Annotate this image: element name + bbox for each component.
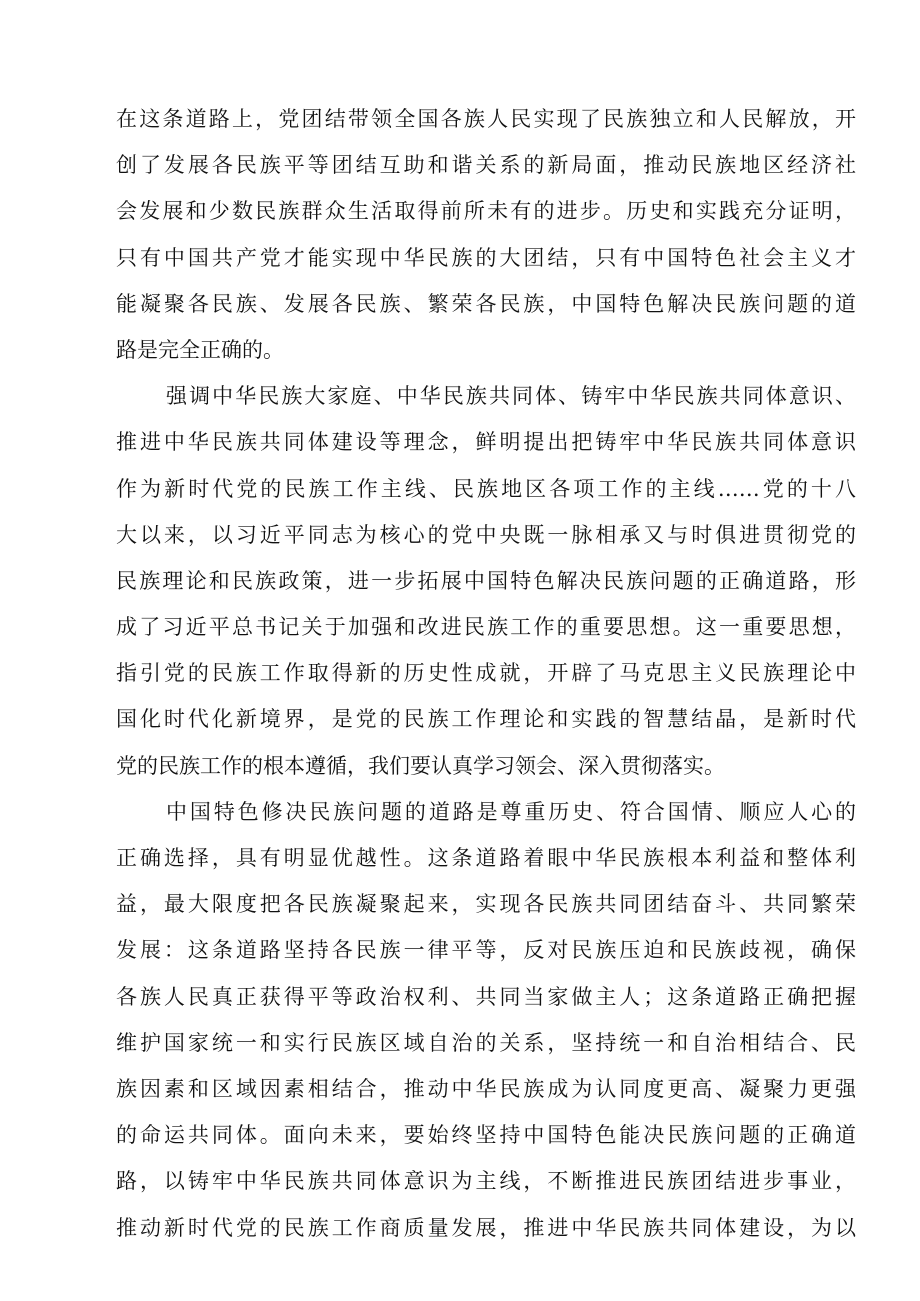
paragraph-3-line-6: 维护国家统一和实行民族区域自治的关系，坚持统一和自治相结合、民 bbox=[116, 1030, 856, 1055]
paragraph-3-line-5: 各族人民真正获得平等政治权利、共同当家做主人；这条道路正确把握 bbox=[116, 984, 856, 1009]
document-body bbox=[116, 96, 856, 1251]
paragraph-3-line-10: 推动新时代党的民族工作商质量发展，推进中华民族共同体建设，为以 bbox=[116, 1215, 856, 1240]
paragraph-2-line-1: 强调中华民族大家庭、中华民族共同体、铸牢中华民族共同体意识、 bbox=[166, 384, 856, 409]
paragraph-1-line-5: 能凝聚各民族、发展各民族、繁荣各民族，中国特色解决民族问题的道 bbox=[116, 291, 856, 316]
paragraph-2-line-7: 指引党的民族工作取得新的历史性成就，开辟了马克思主义民族理论中 bbox=[116, 661, 856, 686]
paragraph-2-line-6: 成了习近平总书记关于加强和改进民族工作的重要思想。这一重要思想， bbox=[116, 615, 856, 640]
paragraph-2-line-8: 国化时代化新境界，是党的民族工作理论和实践的智慧结晶，是新时代 bbox=[116, 707, 856, 732]
paragraph-2-line-9: 党的民族工作的根本遵循，我们要认真学习领会、深入贯彻落实。 bbox=[116, 753, 725, 778]
paragraph-2-line-3: 作为新时代党的民族工作主线、民族地区各项工作的主线……党的十八 bbox=[116, 476, 856, 501]
paragraph-3-line-1: 中国特色修决民族问题的道路是尊重历史、符合国情、顺应人心的 bbox=[166, 799, 856, 824]
paragraph-2-line-2: 推进中华民族共同体建设等理念，鲜明提出把铸牢中华民族共同体意识 bbox=[116, 430, 856, 455]
paragraph-2-line-5: 民族理论和民族政策，进一步拓展中国特色解决民族问题的正确道路，形 bbox=[116, 568, 856, 593]
paragraph-1-line-4: 只有中国共产党才能实现中华民族的大团结，只有中国特色社会主义才 bbox=[116, 245, 856, 270]
paragraph-1-line-6: 路是完全正确的。 bbox=[116, 337, 284, 362]
paragraph-3-line-7: 族因素和区域因素相结合，推动中华民族成为认同度更高、凝聚力更强 bbox=[116, 1076, 856, 1101]
paragraph-3-line-3: 益，最大限度把各民族凝聚起来，实现各民族共同团结奋斗、共同繁荣 bbox=[116, 892, 856, 917]
paragraph-2-line-4: 大以来，以习近平同志为核心的党中央既一脉相承又与时俱进贯彻党的 bbox=[116, 522, 856, 547]
paragraph-3-line-2: 正确选择，具有明显优越性。这条道路着眼中华民族根本利益和整体利 bbox=[116, 846, 856, 870]
paragraph-1-line-2: 创了发展各民族平等团结互助和谐关系的新局面，推动民族地区经济社 bbox=[116, 153, 856, 178]
paragraph-1-line-3: 会发展和少数民族群众生活取得前所未有的进步。历史和实践充分证明， bbox=[116, 199, 856, 224]
paragraph-3-line-4: 发展：这条道路坚持各民族一律平等，反对民族压迫和民族歧视，确保 bbox=[116, 938, 856, 963]
paragraph-3-line-8: 的命运共同体。面向未来，要始终坚持中国特色能决民族问题的正确道 bbox=[116, 1123, 856, 1148]
paragraph-1-line-1: 在这条道路上，党团结带领全国各族人民实现了民族独立和人民解放，开 bbox=[116, 107, 856, 131]
paragraph-3-line-9: 路，以铸牢中华民族共同体意识为主线，不断推进民族团结进步事业， bbox=[116, 1169, 856, 1194]
